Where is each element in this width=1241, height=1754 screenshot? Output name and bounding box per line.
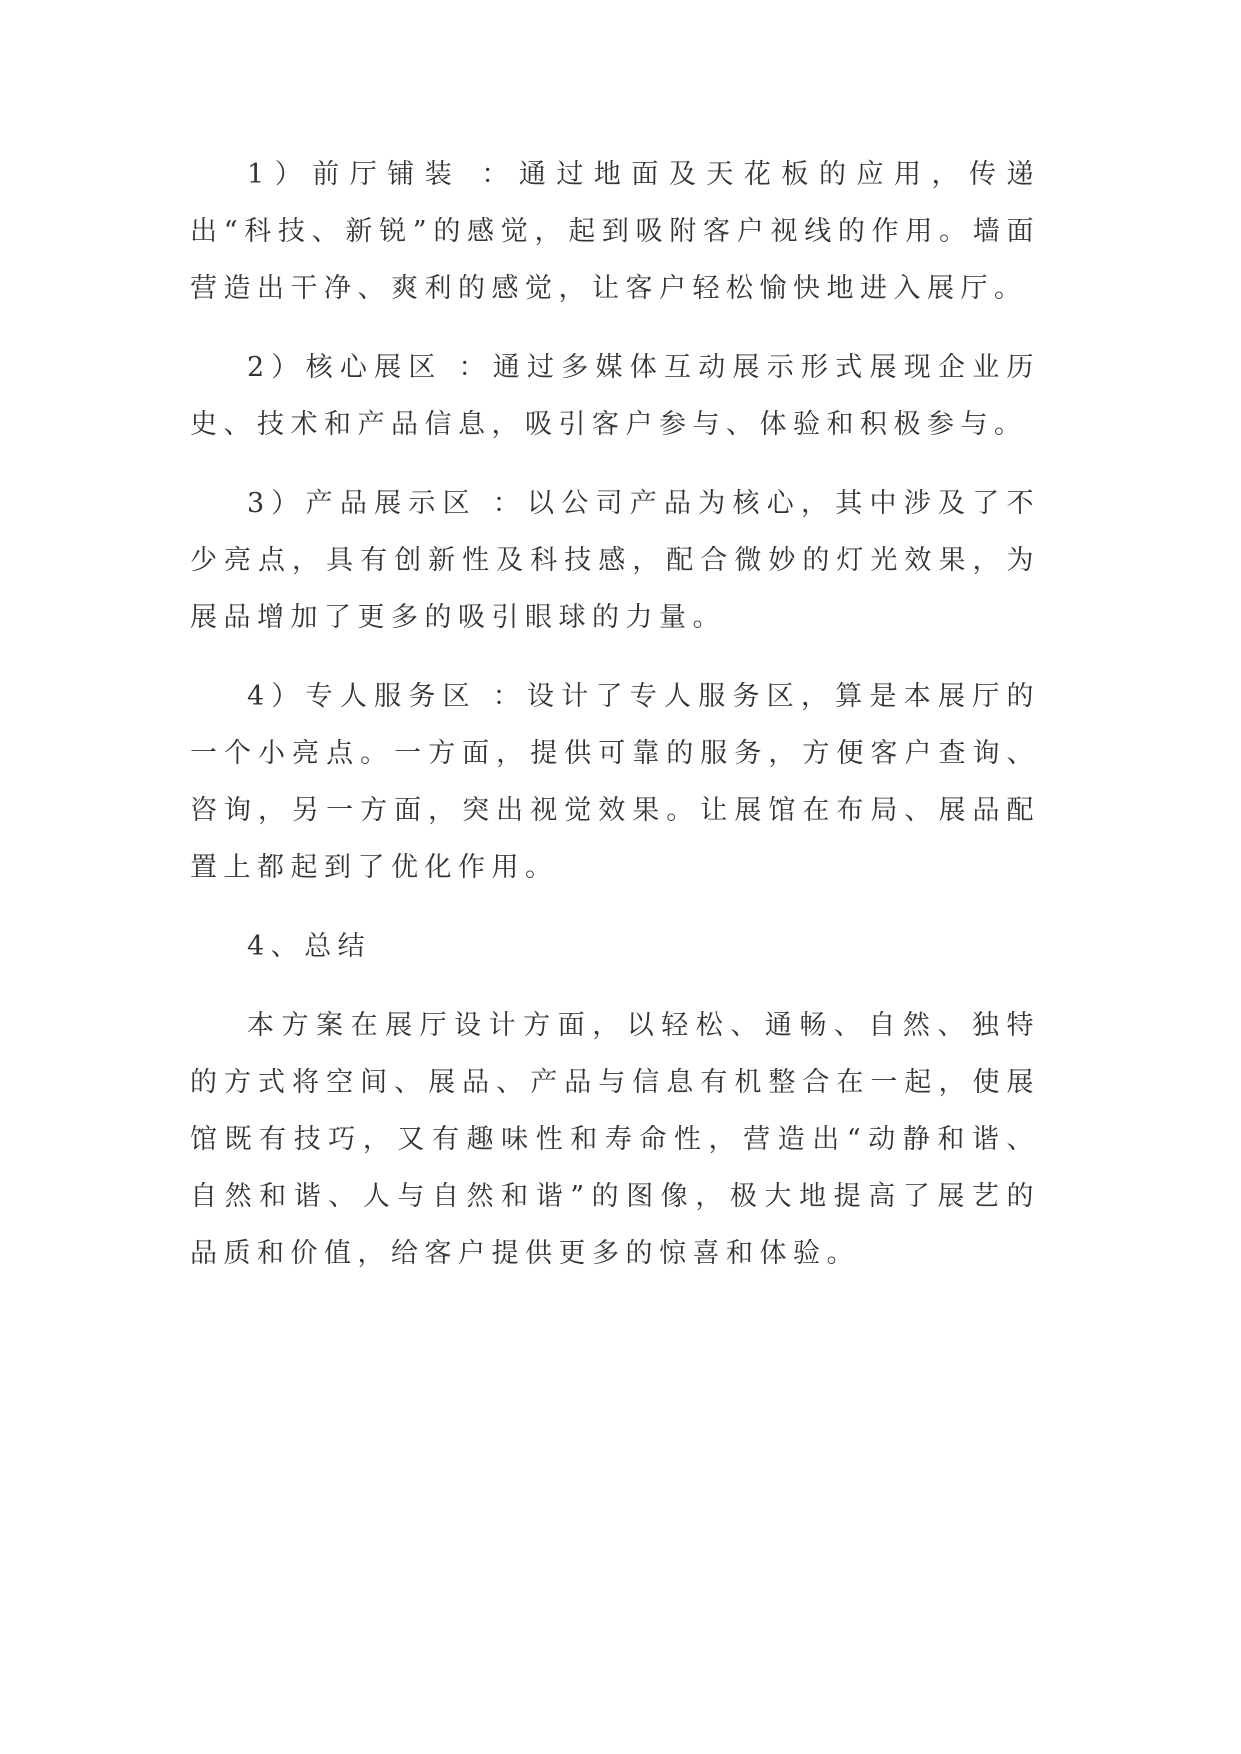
paragraph-product-display: 3）产品展示区 ：以公司产品为核心，其中涉及了不少亮点，具有创新性及科技感，配合微妙的灯光效果，为展品增加了更多的吸引眼球的力量。	[190, 488, 1040, 633]
section-heading-summary: 4、总结	[247, 931, 372, 962]
document-body	[190, 146, 1040, 1304]
paragraph-summary: 本方案在展厅设计方面，以轻松、通畅、自然、独特的方式将空间、展品、产品与信息有机整合在一起，使展馆既有技巧，又有趣味性和寿命性，营造出“动静和谐、自然和谐、人与自然和谐”的图像，极大地提高了展艺的品质和价值，给客户提供更多的惊喜和体验。	[190, 1010, 1040, 1269]
paragraph-lobby-paving: 1）前厅铺装 ：通过地面及天花板的应用，传递出“科技、新锐”的感觉，起到吸附客户视线的作用。墙面营造出干净、爽利的感觉，让客户轻松愉快地进入展厅。	[190, 159, 1040, 304]
paragraph-service-area: 4）专人服务区 ：设计了专人服务区，算是本展厅的一个小亮点。一方面，提供可靠的服务，方便客户查询、咨询，另一方面，突出视觉效果。让展馆在布局、展品配置上都起到了优化作用。	[190, 681, 1040, 883]
paragraph-core-exhibition: 2）核心展区 ：通过多媒体互动展示形式展现企业历史、技术和产品信息，吸引客户参与、体验和积极参与。	[190, 352, 1040, 440]
